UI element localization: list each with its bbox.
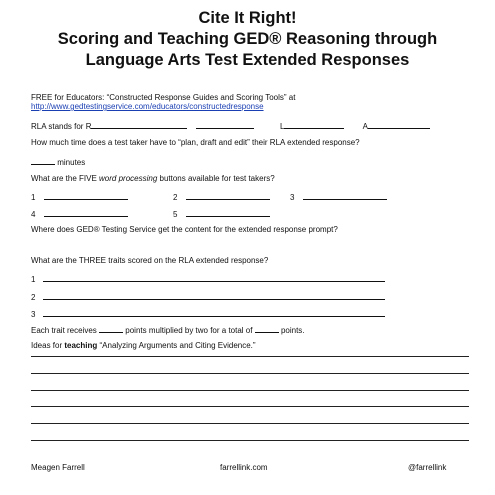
ideas-bold: teaching bbox=[64, 341, 98, 350]
button-num-5: 5 bbox=[173, 210, 178, 219]
ideas-pre: Ideas for bbox=[31, 341, 65, 350]
minutes-label: minutes bbox=[57, 158, 86, 167]
footer-site: farrellink.com bbox=[220, 463, 268, 472]
button-blank-2[interactable] bbox=[186, 191, 270, 200]
rla-stands-for-row bbox=[31, 120, 430, 132]
rla-l-blank[interactable] bbox=[284, 120, 344, 129]
minutes-blank[interactable] bbox=[31, 156, 55, 165]
points-blank-2[interactable] bbox=[255, 324, 279, 333]
trait-blank-1[interactable] bbox=[43, 273, 385, 282]
rla-r2-blank[interactable] bbox=[196, 120, 254, 129]
footer-author: Meagen Farrell bbox=[31, 463, 85, 472]
trait-num-1: 1 bbox=[31, 275, 36, 284]
button-blank-4[interactable] bbox=[44, 208, 128, 217]
button-num-4: 4 bbox=[31, 210, 36, 219]
buttons-row-2b bbox=[173, 208, 270, 220]
time-question: How much time does a test taker have to “plan, draft and edit” their RLA extended response? bbox=[31, 138, 360, 147]
buttons-question bbox=[31, 174, 275, 184]
buttons-q-emphasis: word processing bbox=[99, 174, 158, 183]
ruled-line-5[interactable] bbox=[31, 423, 469, 424]
rla-r-blank[interactable] bbox=[91, 120, 187, 129]
buttons-row-2 bbox=[31, 208, 128, 220]
points-post: points. bbox=[280, 326, 305, 335]
points-blank-1[interactable] bbox=[99, 324, 123, 333]
button-blank-3[interactable] bbox=[303, 191, 387, 200]
traits-question: What are the THREE traits scored on the RLA extended response? bbox=[31, 256, 269, 265]
title-line-3: Language Arts Test Extended Responses bbox=[85, 51, 410, 69]
free-educators-text: FREE for Educators: “Constructed Response Guides and Scoring Tools” at bbox=[31, 93, 296, 102]
button-blank-1[interactable] bbox=[44, 191, 128, 200]
title-line-1: Cite It Right! bbox=[198, 9, 297, 27]
footer-handle: @farrellink bbox=[408, 463, 447, 472]
ruled-line-1[interactable] bbox=[31, 356, 469, 357]
points-mid: points multiplied by two for a total of bbox=[125, 326, 253, 335]
trait-blank-3[interactable] bbox=[43, 308, 385, 317]
ruled-line-2[interactable] bbox=[31, 373, 469, 374]
buttons-q-pre: What are the FIVE bbox=[31, 174, 100, 183]
rla-prefix: RLA stands for R bbox=[31, 122, 92, 131]
constructed-response-link[interactable] bbox=[31, 102, 264, 112]
trait-row-2 bbox=[31, 291, 385, 303]
content-question: Where does GED® Testing Service get the content for the extended response prompt? bbox=[31, 225, 338, 234]
button-num-3: 3 bbox=[290, 193, 295, 202]
buttons-row-1b bbox=[173, 191, 270, 203]
trait-row-3 bbox=[31, 308, 385, 320]
trait-blank-2[interactable] bbox=[43, 291, 385, 300]
ideas-row bbox=[31, 341, 256, 351]
title-line-2: Scoring and Teaching GED® Reasoning through bbox=[57, 30, 438, 48]
ruled-line-6[interactable] bbox=[31, 440, 469, 441]
rla-a-blank[interactable] bbox=[368, 120, 430, 129]
button-blank-5[interactable] bbox=[186, 208, 270, 217]
trait-num-3: 3 bbox=[31, 310, 36, 319]
ruled-line-4[interactable] bbox=[31, 406, 469, 407]
buttons-row-1 bbox=[31, 191, 128, 203]
rla-a-label: A bbox=[362, 122, 368, 131]
buttons-q-post: buttons available for test takers? bbox=[157, 174, 275, 183]
trait-num-2: 2 bbox=[31, 293, 36, 302]
trait-row-1 bbox=[31, 273, 385, 285]
button-num-1: 1 bbox=[31, 193, 36, 202]
points-row bbox=[31, 324, 305, 336]
ruled-line-3[interactable] bbox=[31, 390, 469, 391]
buttons-row-1c bbox=[290, 191, 387, 203]
ideas-post: “Analyzing Arguments and Citing Evidence.” bbox=[97, 341, 256, 350]
minutes-row bbox=[31, 156, 85, 168]
points-pre: Each trait receives bbox=[31, 326, 97, 335]
link-text[interactable]: http://www.gedtestingservice.com/educators/constructedresponse bbox=[31, 102, 264, 111]
rla-l-label: L bbox=[279, 122, 285, 131]
button-num-2: 2 bbox=[173, 193, 178, 202]
